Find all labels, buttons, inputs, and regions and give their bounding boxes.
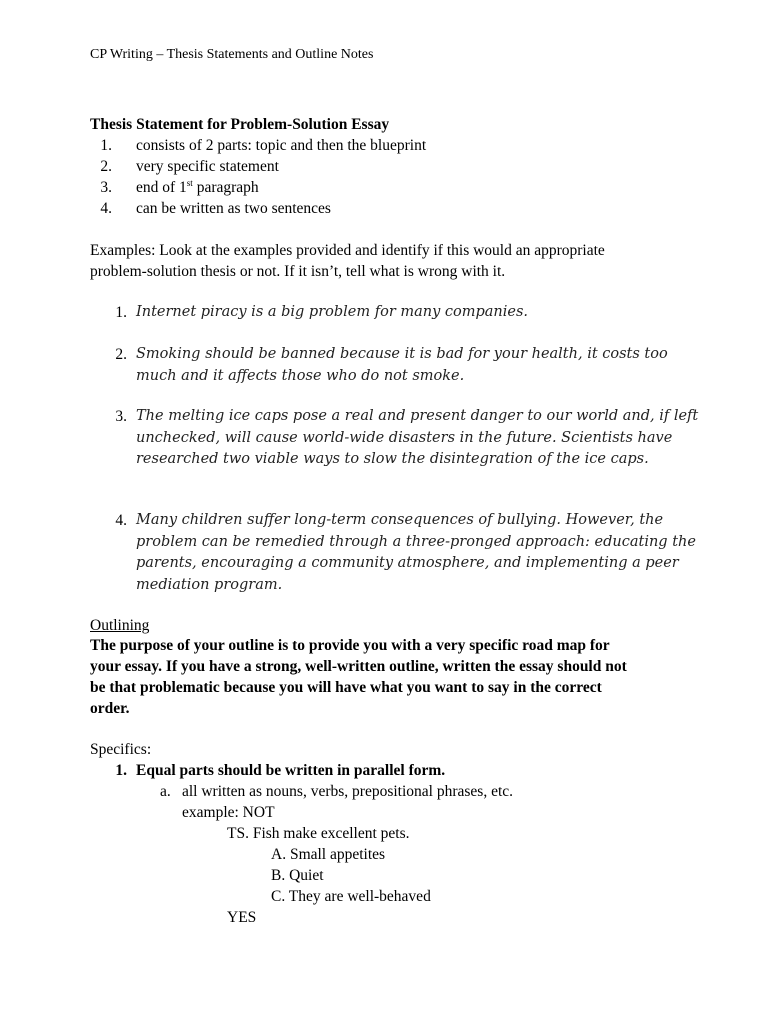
- example-text: much and it affects those who do not smoke.: [136, 368, 465, 384]
- thesis-item-number: 3.: [100, 179, 112, 196]
- thesis-item: can be written as two sentences: [136, 200, 331, 217]
- thesis-item-number: 4.: [100, 200, 112, 217]
- thesis-item-text: end of 1: [136, 179, 187, 196]
- example-number: 1.: [115, 304, 127, 321]
- outlining-paragraph: The purpose of your outline is to provide you with a very specific road map for: [90, 637, 610, 654]
- thesis-item-text: paragraph: [192, 179, 259, 196]
- thesis-item: very specific statement: [136, 158, 279, 175]
- examples-intro: problem-solution thesis or not. If it isn’t, tell what is wrong with it.: [90, 263, 506, 280]
- yes-label: YES: [227, 909, 257, 926]
- example-text: Many children suffer long-term consequences of bullying. However, the: [136, 512, 664, 528]
- outline-point: A. Small appetites: [271, 846, 386, 863]
- example-text: problem can be remedied through a three-pronged approach: educating the: [136, 534, 696, 550]
- outline-point: B. Quiet: [271, 867, 324, 884]
- thesis-item-number: 1.: [100, 137, 112, 154]
- example-text: Internet piracy is a big problem for many companies.: [136, 304, 529, 320]
- outline-point: C. They are well-behaved: [271, 888, 431, 905]
- thesis-item: consists of 2 parts: topic and then the blueprint: [136, 137, 427, 154]
- thesis-item-number: 2.: [100, 158, 112, 175]
- example-number: 4.: [115, 512, 127, 529]
- sub-item-letter: a.: [160, 783, 171, 800]
- example-text: unchecked, will cause world-wide disasters in the future. Scientists have: [136, 430, 673, 446]
- outlining-heading: Outlining: [90, 617, 150, 634]
- examples-intro: Examples: Look at the examples provided and identify if this would an appropriate: [90, 242, 605, 259]
- outlining-paragraph: order.: [90, 700, 130, 717]
- thesis-item: [136, 179, 259, 197]
- superscript: st: [186, 177, 193, 188]
- example-text: The melting ice caps pose a real and present danger to our world and, if left: [136, 408, 699, 424]
- example-text: Smoking should be banned because it is bad for your health, it costs too: [136, 346, 668, 362]
- document-header: CP Writing – Thesis Statements and Outline Notes: [90, 47, 374, 62]
- rule-text: Equal parts should be written in parallel form.: [136, 762, 446, 779]
- thesis-example: TS. Fish make excellent pets.: [227, 825, 410, 842]
- specifics-label: Specifics:: [90, 741, 152, 758]
- example-number: 3.: [115, 408, 127, 425]
- sub-item-text: all written as nouns, verbs, prepositional phrases, etc.: [182, 783, 514, 800]
- example-text: researched two viable ways to slow the disintegration of the ice caps.: [136, 451, 649, 467]
- example-label: example: NOT: [182, 804, 275, 821]
- outlining-paragraph: be that problematic because you will have what you want to say in the correct: [90, 679, 602, 696]
- thesis-section-title: Thesis Statement for Problem-Solution Essay: [90, 116, 390, 133]
- example-text: parents, encouraging a community atmosphere, and implementing a peer: [136, 555, 679, 571]
- example-number: 2.: [115, 346, 127, 363]
- outlining-paragraph: your essay. If you have a strong, well-written outline, written the essay should not: [90, 658, 627, 675]
- example-text: mediation program.: [136, 577, 283, 593]
- rule-number: 1.: [115, 762, 127, 779]
